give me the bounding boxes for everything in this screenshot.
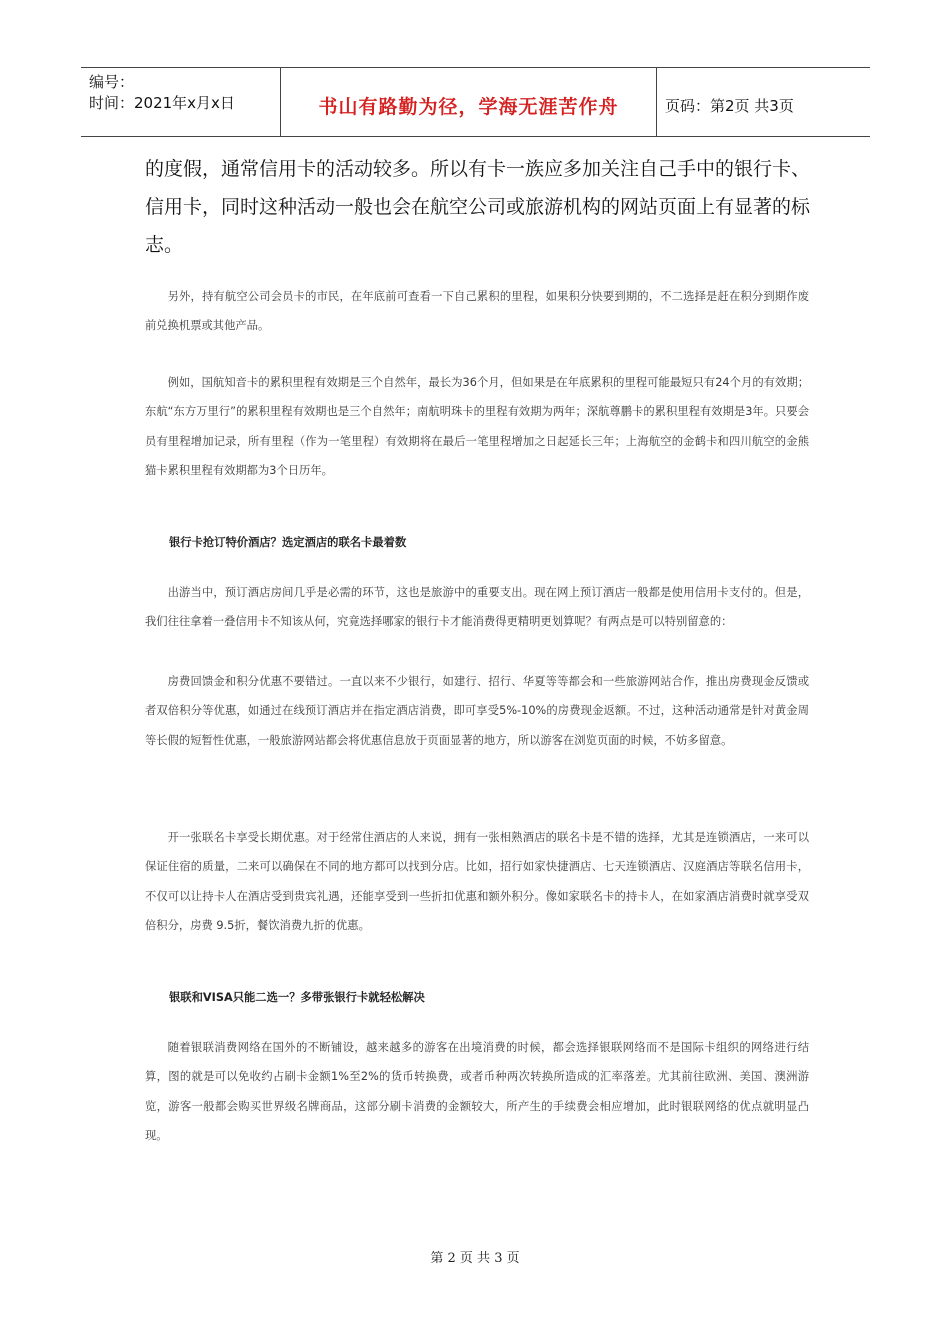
paragraph-unionpay: 随着银联消费网络在国外的不断铺设，越来越多的游客在出境消费的时候，都会选择银联网络而不是国际卡组织的网络进行结算，图的就是可以免收约占刷卡金额1%至2%的货币转换费，或者币种两次转换所造成的汇率落差。尤其前往欧洲、美国、澳洲游览，游客一般都会购买世界级名牌商品，这部分刷卡消费的金额较大，所产生的手续费会相应增加，此时银联网络的优点就明显凸现。 — [145, 1041, 809, 1142]
page-header — [81, 67, 870, 137]
section-heading-hotel: 银行卡抢订特价酒店？选定酒店的联名卡最着数 — [169, 536, 407, 549]
paragraph-mileage-expiry: 另外，持有航空公司会员卡的市民，在年底前可查看一下自己累积的里程，如果积分快要到期的，不二选择是赶在积分到期作废前兑换机票或其他产品。 — [145, 290, 809, 333]
header-meta — [81, 68, 281, 136]
page-footer: 第 2 页 共 3 页 — [430, 1251, 520, 1266]
document-number-label: 编号： — [89, 73, 135, 91]
section-heading-unionpay: 银联和VISA只能二选一？多带张银行卡就轻松解决 — [169, 991, 425, 1004]
paragraph-cashback: 房费回馈金和积分优惠不要错过。一直以来不少银行，如建行、招行、华夏等等都会和一些旅游网站合作，推出房费现金反馈或者双倍积分等优惠，如通过在线预订酒店并在指定酒店消费，即可享受5%-10%的房费现金返额。不过，这种活动通常是针对黄金周等长假的短暂性优惠，一般旅游网站都会将优惠信息放于页面显著的地方，所以游客在浏览页面的时候，不妨多留意。 — [145, 675, 809, 747]
header-motto: 书山有路勤为径，学海无涯苦作舟 — [281, 68, 657, 136]
paragraph-airline-cards: 例如，国航知音卡的累积里程有效期是三个自然年，最长为36个月，但如果是在年底累积的里程可能最短只有24个月的有效期；东航“东方万里行”的累积里程有效期也是三个自然年；南航明珠卡的里程有效期为两年；深航尊鹏卡的累积里程有效期是3年。只要会员有里程增加记录，所有里程（作为一笔里程）有效期将在最后一笔里程增加之日起延长三年；上海航空的金鹤卡和四川航空的金熊猫卡累积里程有效期都为3个日历年。 — [145, 376, 809, 477]
document-time-label: 时间：2021年x月x日 — [89, 94, 235, 112]
paragraph-hotel-booking: 出游当中，预订酒店房间几乎是必需的环节，这也是旅游中的重要支出。现在网上预订酒店一般都是使用信用卡支付的。但是，我们往往拿着一叠信用卡不知该从何，究竟选择哪家的银行卡才能消费得更精明更划算呢？有两点是可以特别留意的： — [145, 586, 809, 629]
intro-paragraph: 的度假，通常信用卡的活动较多。所以有卡一族应多加关注自己手中的银行卡、信用卡，同时这种活动一般也会在航空公司或旅游机构的网站页面上有显著的标志。 — [145, 158, 811, 256]
header-page-info: 页码：第2页 共3页 — [665, 96, 794, 115]
paragraph-cobrand-card: 开一张联名卡享受长期优惠。对于经常住酒店的人来说，拥有一张相熟酒店的联名卡是不错的选择，尤其是连锁酒店，一来可以保证住宿的质量，二来可以确保在不同的地方都可以找到分店。比如，招行如家快捷酒店、七天连锁酒店、汉庭酒店等联名信用卡，不仅可以让持卡人在酒店受到贵宾礼遇，还能享受到一些折扣优惠和额外积分。像如家联名卡的持卡人，在如家酒店消费时就享受双倍积分，房费 9.5折，餐饮消费九折的优惠。 — [145, 831, 809, 932]
